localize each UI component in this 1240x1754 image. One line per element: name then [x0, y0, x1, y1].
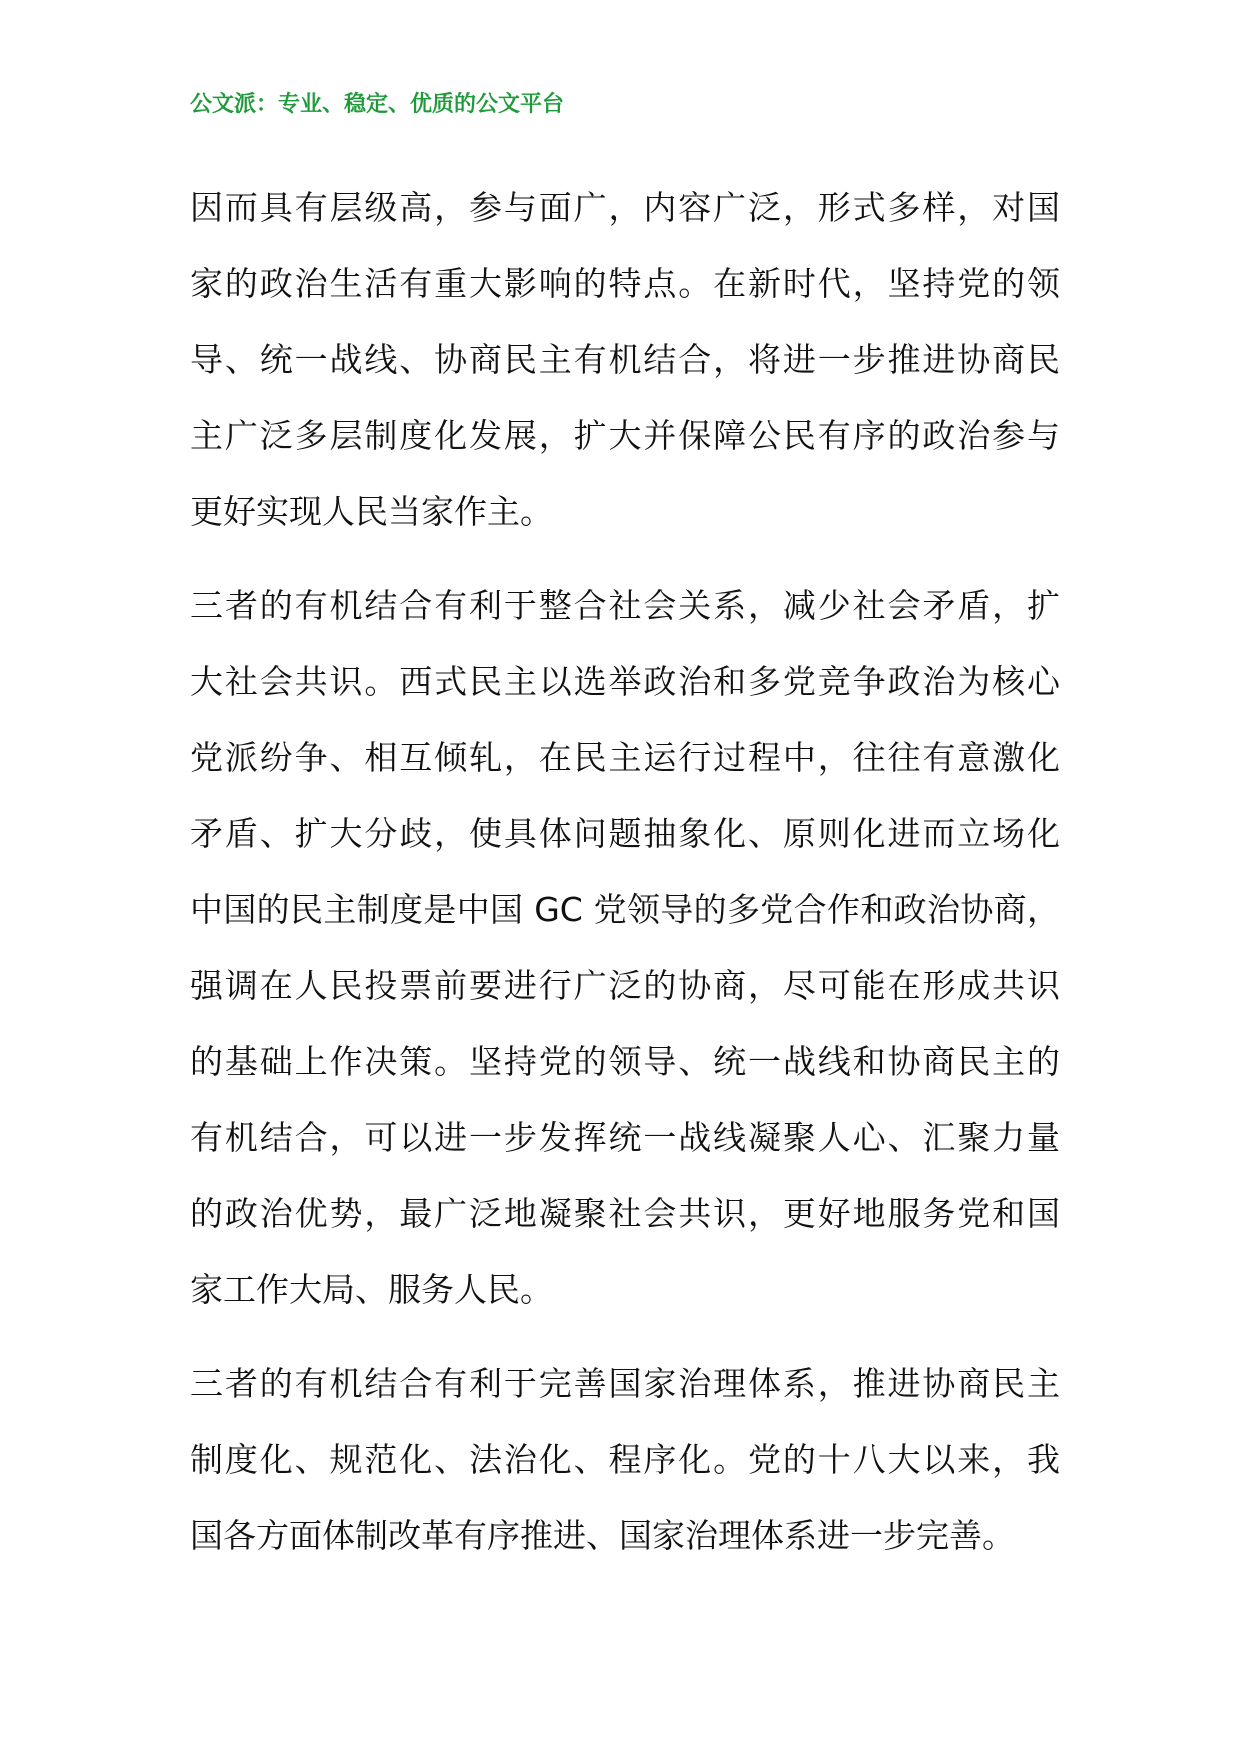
paragraph-2 [190, 568, 1060, 1328]
paragraph-3 [190, 1346, 1060, 1574]
paragraph-1 [190, 170, 1060, 550]
paragraph-line: 大社会共识。西式民主以选举政治和多党竞争政治为核心 [190, 662, 1060, 701]
paragraph-line: 主广泛多层制度化发展，扩大并保障公民有序的政治参与 [190, 416, 1060, 455]
page-header-title: 公文派：专业、稳定、优质的公文平台 [190, 91, 565, 117]
paragraph-line: 家的政治生活有重大影响的特点。在新时代，坚持党的领 [190, 264, 1060, 303]
paragraph-line: 的政治优势，最广泛地凝聚社会共识，更好地服务党和国 [190, 1194, 1060, 1233]
paragraph-line: 三者的有机结合有利于整合社会关系，减少社会矛盾，扩 [190, 586, 1060, 625]
paragraph-line: 家工作大局、服务人民。 [190, 1270, 553, 1309]
document-body [190, 170, 1060, 1592]
paragraph-line: 更好实现人民当家作主。 [190, 492, 553, 531]
paragraph-line: 强调在人民投票前要进行广泛的协商，尽可能在形成共识 [190, 966, 1060, 1005]
paragraph-line: 因而具有层级高，参与面广，内容广泛，形式多样，对国 [190, 188, 1060, 227]
paragraph-line: 中国的民主制度是中国 GC 党领导的多党合作和政治协商， [190, 890, 1060, 929]
paragraph-line: 三者的有机结合有利于完善国家治理体系，推进协商民主 [190, 1364, 1060, 1403]
paragraph-line: 制度化、规范化、法治化、程序化。党的十八大以来，我 [190, 1440, 1060, 1479]
paragraph-line: 有机结合，可以进一步发挥统一战线凝聚人心、汇聚力量 [190, 1118, 1060, 1157]
paragraph-line: 导、统一战线、协商民主有机结合，将进一步推进协商民 [190, 340, 1060, 379]
paragraph-line: 党派纷争、相互倾轧，在民主运行过程中，往往有意激化 [190, 738, 1060, 777]
paragraph-line: 国各方面体制改革有序推进、国家治理体系进一步完善。 [190, 1516, 1015, 1555]
paragraph-line: 矛盾、扩大分歧，使具体问题抽象化、原则化进而立场化 [190, 814, 1060, 853]
paragraph-line: 的基础上作决策。坚持党的领导、统一战线和协商民主的 [190, 1042, 1060, 1081]
